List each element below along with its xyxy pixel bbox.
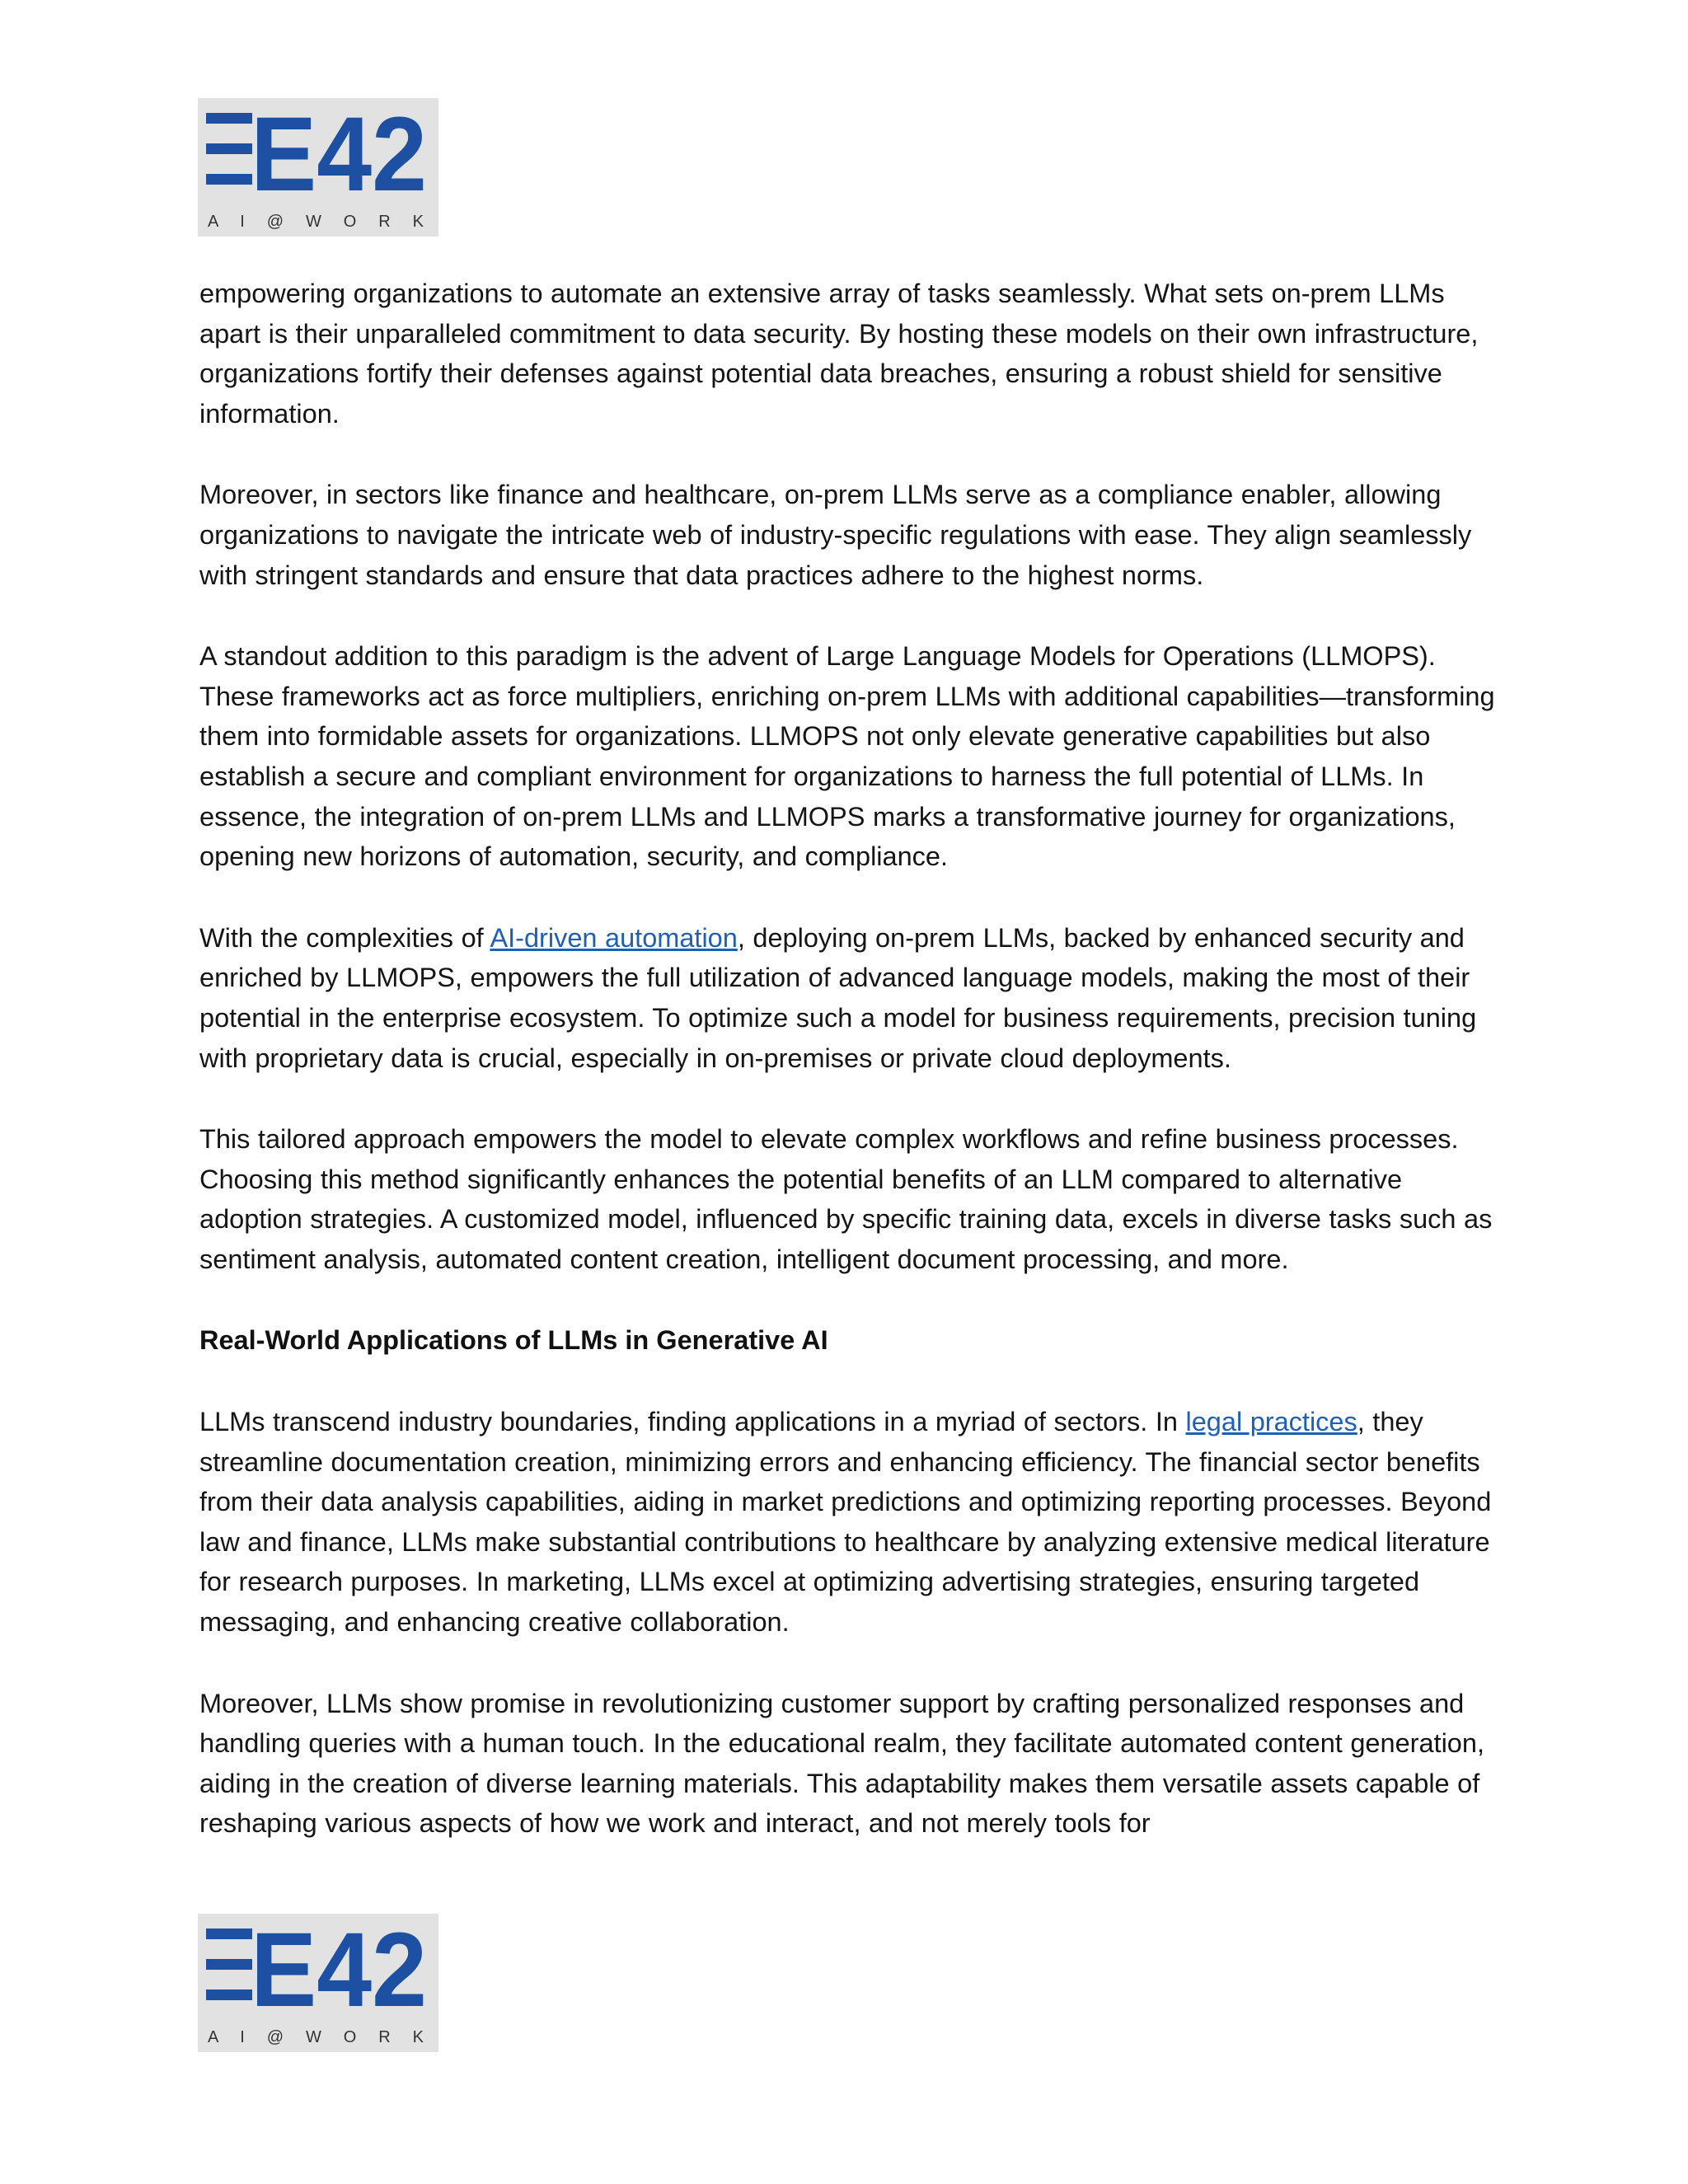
legal-practices-link[interactable]: legal practices bbox=[1185, 1407, 1357, 1437]
paragraph-on-prem-security: empowering organizations to automate an extensive array of tasks seamlessly. What sets on-prem LLMs apart is their unparalleled commitment to data security. By hosting these models on their own infrastructure, organizations fortify their defenses against potential data breaches, ensuring a robust shield for sensitive information. bbox=[199, 279, 1479, 429]
article-body bbox=[199, 274, 1502, 1885]
footer-logo bbox=[198, 1914, 438, 2052]
e42-logo-graphic bbox=[198, 1914, 438, 2052]
paragraph-text: , they streamline documentation creation, minimizing errors and enhancing efficiency. The financial sector benefits from their data analysis capabilities, aiding in market predictions and optimizing reporting processes. Beyond law and finance, LLMs make substantial contributions to healthcare by analyzing extensive medical literature for research purposes. In marketing, LLMs excel at optimizing advertising strategies, ensuring targeted messaging, and enhancing creative collaboration. bbox=[199, 1407, 1492, 1638]
logo-tagline-text: A I @ W O R K bbox=[208, 2028, 424, 2046]
paragraph-text: , deploying on-prem LLMs, backed by enhanced security and enriched by LLMOPS, empowers the full utilization of advanced language models, making the most of their potential in the enterprise ecosystem. To optimize such a model for business requirements, precision tuning with proprietary data is crucial, especially in on-premises or private cloud deployments. bbox=[199, 922, 1477, 1073]
header-logo bbox=[198, 98, 438, 237]
logo-brand-text: E42 bbox=[251, 98, 427, 213]
logo-brand-text: E42 bbox=[251, 1914, 427, 2029]
paragraph-applications bbox=[199, 1402, 1502, 1643]
paragraph-text: LLMs transcend industry boundaries, finding applications in a myriad of sectors. In bbox=[199, 1407, 1186, 1437]
paragraph-customer-support: Moreover, LLMs show promise in revolutionizing customer support by crafting personalized responses and handling queries with a human touch. In the educational realm, they facilitate automated content generation, aiding in the creation of diverse learning materials. This adaptability makes them versatile assets capable of reshaping various aspects of how we work and interact, and not merely tools for bbox=[199, 1688, 1484, 1839]
paragraph-tailored-approach: This tailored approach empowers the model to elevate complex workflows and refine business processes. Choosing this method significantly enhances the potential benefits of an LLM compared to alternative adoption strategies. A customized model, influenced by specific training data, excels in diverse tasks such as sentiment analysis, automated content creation, intelligent document processing, and more. bbox=[199, 1124, 1493, 1274]
section-heading: Real-World Applications of LLMs in Generative AI bbox=[199, 1325, 828, 1356]
paragraph-text: With the complexities of bbox=[199, 922, 490, 953]
paragraph-compliance: Moreover, in sectors like finance and healthcare, on-prem LLMs serve as a compliance enabler, allowing organizations to navigate the intricate web of industry-specific regulations with ease. They align seamlessly with stringent standards and ensure that data practices adhere to the highest norms. bbox=[199, 480, 1472, 590]
paragraph-ai-automation bbox=[199, 918, 1502, 1078]
logo-tagline-text: A I @ W O R K bbox=[208, 213, 424, 231]
e42-logo-graphic bbox=[198, 98, 438, 237]
ai-driven-automation-link[interactable]: AI-driven automation bbox=[490, 922, 738, 953]
paragraph-llmops: A standout addition to this paradigm is the advent of Large Language Models for Operations (LLMOPS). These frameworks act as force multipliers, enriching on-prem LLMs with additional capabilities—transforming them into formidable assets for organizations. LLMOPS not only elevate generative capabilities but also establish a secure and compliant environment for organizations to harness the full potential of LLMs. In essence, the integration of on-prem LLMs and LLMOPS marks a transformative journey for organizations, opening new horizons of automation, security, and compliance. bbox=[199, 641, 1495, 872]
